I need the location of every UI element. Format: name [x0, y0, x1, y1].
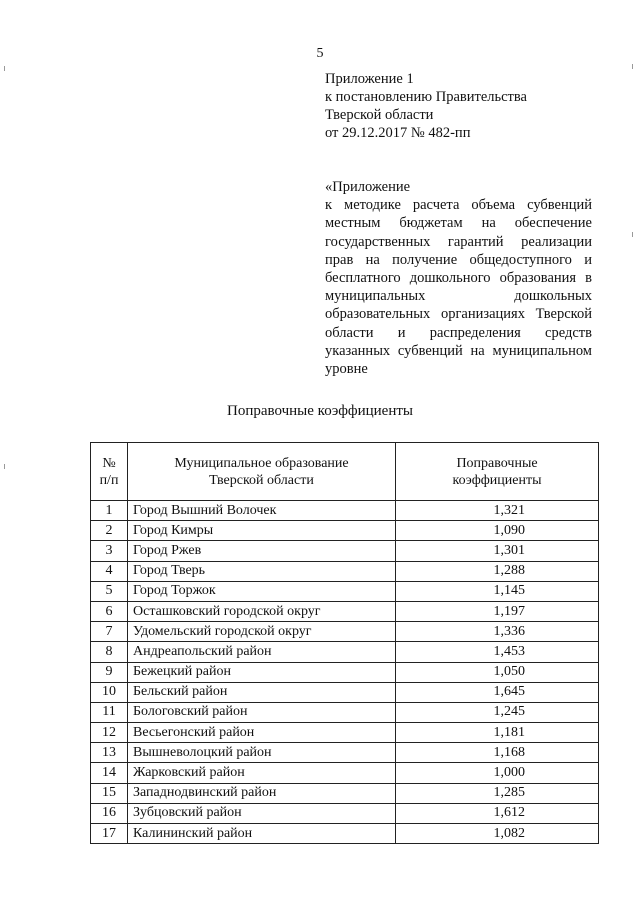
row-number: 8 [91, 642, 128, 662]
header-municipality [128, 443, 396, 501]
row-municipality: Осташковский городской округ [128, 601, 396, 621]
row-coefficient: 1,000 [396, 763, 599, 783]
row-coefficient: 1,145 [396, 581, 599, 601]
row-coefficient: 1,285 [396, 783, 599, 803]
row-number: 3 [91, 541, 128, 561]
row-coefficient: 1,181 [396, 723, 599, 743]
header-coefficient-line2: коэффициенты [452, 472, 542, 488]
header-number [91, 443, 128, 501]
table-row [91, 763, 599, 783]
table-row [91, 521, 599, 541]
page-number: 5 [316, 46, 324, 61]
row-coefficient: 1,197 [396, 601, 599, 621]
row-coefficient: 1,645 [396, 682, 599, 702]
scan-mark [632, 232, 633, 237]
appendix-header [325, 70, 595, 142]
row-coefficient: 1,082 [396, 824, 599, 844]
row-number: 5 [91, 581, 128, 601]
appendix-reference: к постановлению Правительства [325, 89, 527, 105]
table-row [91, 622, 599, 642]
row-coefficient: 1,050 [396, 662, 599, 682]
row-municipality: Город Тверь [128, 561, 396, 581]
scan-mark [4, 66, 5, 71]
row-municipality: Город Вышний Волочек [128, 501, 396, 521]
row-municipality: Жарковский район [128, 763, 396, 783]
row-number: 10 [91, 682, 128, 702]
table-header-row [91, 443, 599, 501]
row-municipality: Удомельский городской округ [128, 622, 396, 642]
row-municipality: Западнодвинский район [128, 783, 396, 803]
table-title: Поправочные коэффициенты [227, 403, 413, 419]
header-number-line1: № [102, 455, 116, 471]
row-municipality: Вышневолоцкий район [128, 743, 396, 763]
row-number: 11 [91, 702, 128, 722]
scan-mark [632, 64, 633, 69]
appendix-title: Приложение 1 [325, 71, 414, 87]
table-row [91, 662, 599, 682]
table-row [91, 783, 599, 803]
row-coefficient: 1,612 [396, 803, 599, 823]
methodology-body: к методике расчета объема субвенций местным бюджетам на обеспечение государственных гарантий реализации прав на получение общедоступного и бесплатного дошкольного образования в муниципальных дошкольных образовательных организациях Тверской области и распределения средств указанных субвенций на муниципальном уровне [325, 197, 592, 378]
row-number: 16 [91, 803, 128, 823]
table-row [91, 501, 599, 521]
row-number: 2 [91, 521, 128, 541]
row-number: 15 [91, 783, 128, 803]
row-number: 1 [91, 501, 128, 521]
table-row [91, 642, 599, 662]
row-number: 4 [91, 561, 128, 581]
row-municipality: Город Кимры [128, 521, 396, 541]
row-coefficient: 1,288 [396, 561, 599, 581]
row-coefficient: 1,453 [396, 642, 599, 662]
header-number-line2: п/п [99, 472, 119, 488]
coefficients-table [90, 442, 599, 844]
row-municipality: Город Торжок [128, 581, 396, 601]
table-row [91, 824, 599, 844]
appendix-region: Тверской области [325, 107, 434, 123]
appendix-date-number: от 29.12.2017 № 482-пп [325, 125, 471, 141]
row-number: 9 [91, 662, 128, 682]
table-row [91, 581, 599, 601]
table-row [91, 743, 599, 763]
table-row [91, 723, 599, 743]
table-row [91, 702, 599, 722]
table-row [91, 561, 599, 581]
row-number: 14 [91, 763, 128, 783]
table-row [91, 803, 599, 823]
row-municipality: Бологовский район [128, 702, 396, 722]
row-coefficient: 1,090 [396, 521, 599, 541]
scan-mark [4, 464, 5, 469]
table-row [91, 541, 599, 561]
row-municipality: Город Ржев [128, 541, 396, 561]
row-coefficient: 1,301 [396, 541, 599, 561]
table-row [91, 682, 599, 702]
row-coefficient: 1,321 [396, 501, 599, 521]
header-coefficient-line1: Поправочные [456, 455, 538, 471]
row-number: 13 [91, 743, 128, 763]
row-municipality: Бельский район [128, 682, 396, 702]
row-municipality: Весьегонский район [128, 723, 396, 743]
row-municipality: Зубцовский район [128, 803, 396, 823]
header-municipality-line1: Муниципальное образование [174, 455, 349, 471]
row-coefficient: 1,168 [396, 743, 599, 763]
methodology-title: «Приложение [325, 179, 411, 195]
row-number: 17 [91, 824, 128, 844]
table-row [91, 601, 599, 621]
row-municipality: Андреапольский район [128, 642, 396, 662]
row-number: 6 [91, 601, 128, 621]
row-number: 7 [91, 622, 128, 642]
row-coefficient: 1,245 [396, 702, 599, 722]
methodology-header [325, 178, 592, 378]
row-municipality: Калининский район [128, 824, 396, 844]
header-coefficient [396, 443, 599, 501]
header-municipality-line2: Тверской области [209, 472, 314, 488]
row-coefficient: 1,336 [396, 622, 599, 642]
row-municipality: Бежецкий район [128, 662, 396, 682]
row-number: 12 [91, 723, 128, 743]
